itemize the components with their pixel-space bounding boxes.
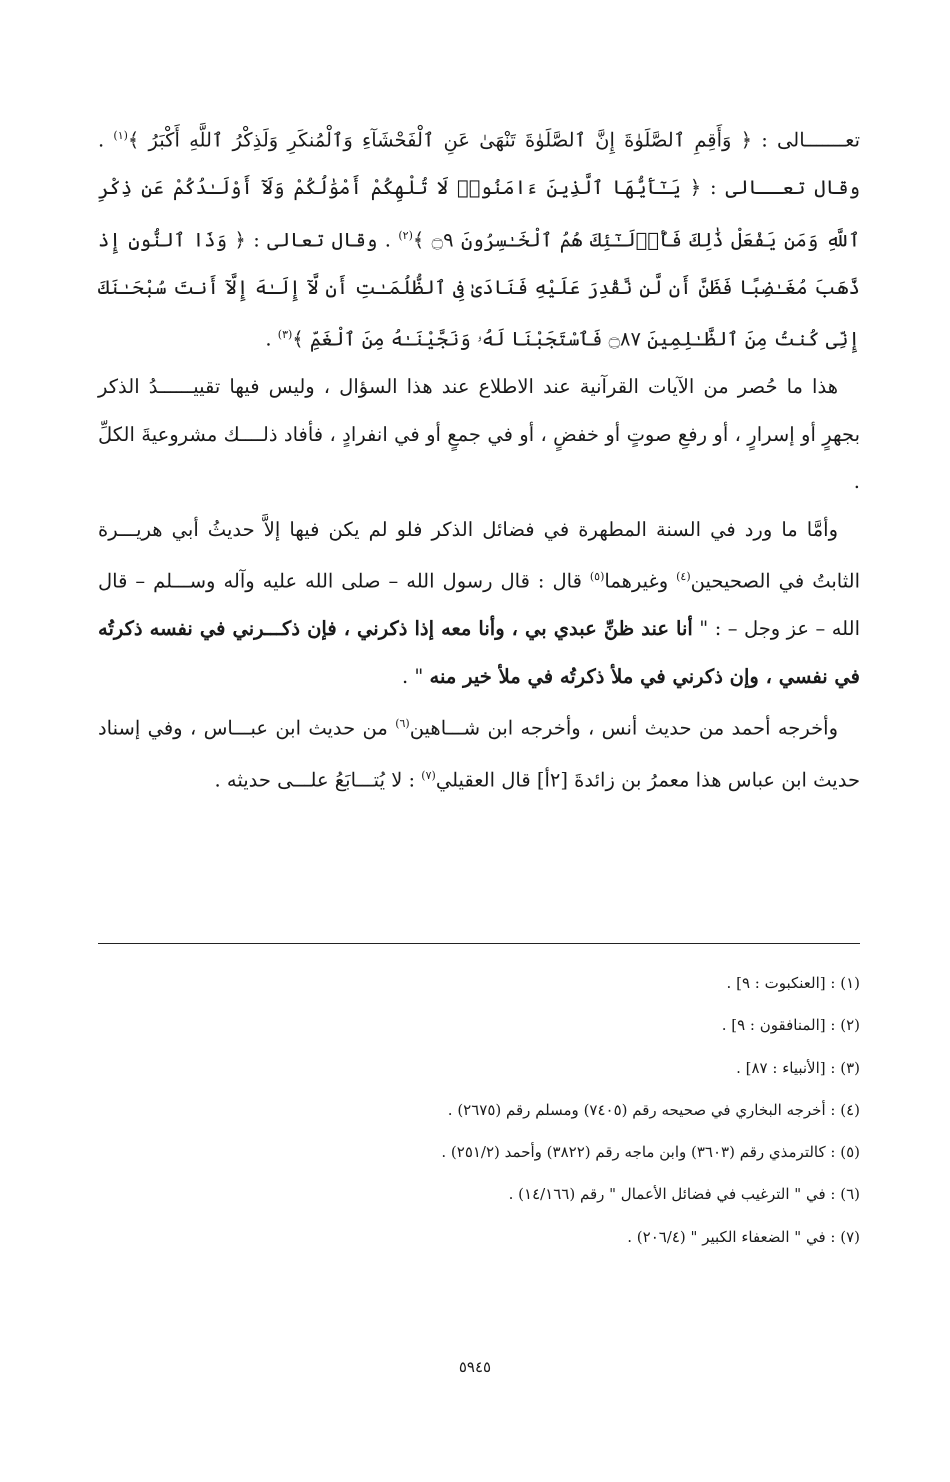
footnotes-list: [160, 962, 860, 1258]
footnote-7: (٧) : في " الضعفاء الكبير " (٢٠٦/٤) .: [627, 1227, 860, 1246]
narration-text-2: من حديث ابن عبـــاس ، وفي إسناد حديث ابن عباس هذا معمرُ بن زائدةَ [٢أ] قال العقيلي: [98, 716, 860, 792]
summary-paragraph: هذا ما حُصر من الآيات القرآنية عند الاطلاع عند هذا السؤال ، وليس فيها تقييــــــدُ الذكر بجهرٍ أو إسرارٍ ، أو رفعِ صوتٍ أو خفضٍ ، أو في جمعٍ أو في انفرادٍ ، فأفاد ذلــــك مشروعيةَ الكلِّ .: [98, 375, 860, 493]
footnote-3: (٣) : [الأنبياء : ٨٧] .: [736, 1058, 860, 1077]
footnote-ref-7[interactable]: (٧): [421, 769, 436, 782]
hadith-paragraph: [98, 506, 860, 701]
footnote-1: (١) : [العنكبوت : ٩] .: [726, 974, 860, 992]
quran-verses-paragraph: [98, 112, 860, 363]
footnote-6: (٦) : في " الترغيب في فضائل الأعمال " رقم (١٤/١٦٦) .: [508, 1185, 860, 1204]
footnote-ref-1[interactable]: (١): [113, 129, 128, 142]
hadith-intro: وأمَّا ما ورد في السنة المطهرة في فضائل الذكر فلو لم يكن فيها إلاَّ حديثُ أبي هريـــرة الثابتُ في الصحيحين: [98, 517, 860, 593]
page-number: ٥٩٤٥: [458, 1358, 492, 1376]
footnote-divider: [98, 943, 860, 944]
footnote-ref-6[interactable]: (٦): [395, 717, 410, 730]
verse-block-2: . وقال تعــالى : ﴿ يَـٰٓأَيُّهَا ٱلَّذِينَ ءَامَنُوا۟ لَا تُلْهِكُمْ أَمْوَٰلُكُمْ وَلَآ أَوْلَـٰدُكُمْ عَن ذِكْرِ ٱللَّهِ وَمَن يَفْعَلْ ذَٰلِكَ فَأُو۟لَـٰٓئِكَ هُمُ ٱلْخَـٰسِرُونَ ۝٩ ﴾: [98, 128, 860, 251]
narration-paragraph: [98, 700, 860, 804]
narration-text-1: وأخرجه أحمد من حديث أنس ، وأخرجه ابن شـــاهين: [409, 716, 838, 740]
hadith-intro-3: قال : قال رسول الله – صلى الله عليه وآله وســـلم – قال الله – عز وجل – : ": [98, 569, 860, 640]
verse-block-3: . وقال تعالى : ﴿ وَذَا ٱلنُّونِ إِذ ذَّهَبَ مُغَـٰضِبًا فَظَنَّ أَن لَّن نَّقْدِرَ عَلَيْهِ فَنَادَىٰ فِى ٱلظُّلُمَـٰتِ أَن لَّآ إِلَـٰهَ إِلَّآ أَنتَ سُبْحَـٰنَكَ إِنِّى كُنتُ مِنَ ٱلظَّـٰلِمِينَ ۝٨٧ فَٱسْتَجَبْنَا لَهُۥ وَنَجَّيْنَـٰهُ مِنَ ٱلْغَمِّ ﴾: [98, 228, 860, 351]
hadith-close: " .: [401, 664, 430, 688]
footnote-ref-3[interactable]: (٣): [277, 328, 293, 341]
footnote-2: (٢) : [المنافقون : ٩] .: [721, 1016, 860, 1035]
footnote-ref-4[interactable]: (٤): [676, 570, 691, 583]
footnote-4: (٤) : أخرجه البخاري في صحيحه رقم (٧٤٠٥) ومسلم رقم (٢٦٧٥) .: [447, 1100, 860, 1119]
narration-text-3: : لا يُتـــابَعُ علـــى حديثه .: [214, 768, 422, 792]
footnote-ref-5[interactable]: (٥): [589, 570, 605, 583]
hadith-text: أنا عند ظنِّ عبدي بي ، وأنا معه إذا ذكرني ، فإن ذكـــرني في نفسه ذكرتُه في نفسي ، وإن ذكرني في ملأ ذكرتُه في ملأ خير منه: [98, 617, 860, 688]
verse-block-end: .: [265, 327, 278, 351]
verse-block-1: تعـــــــالى : ﴿ وَأَقِمِ ٱلصَّلَوٰةَ إِنَّ ٱلصَّلَوٰةَ تَنْهَىٰ عَنِ ٱلْفَحْشَآءِ وَٱلْمُنكَرِ وَلَذِكْرُ ٱللَّهِ أَكْبَرُ ﴾: [127, 128, 860, 152]
footnote-5: (٥) : كالترمذي رقم (٣٦٠٣) وابن ماجه رقم (٣٨٢٢) وأحمد (٢٥١/٢) .: [441, 1143, 860, 1162]
hadith-intro-2: وغيرهما: [604, 569, 677, 593]
footnote-ref-2[interactable]: (٢): [398, 228, 413, 242]
main-text: [98, 112, 860, 804]
